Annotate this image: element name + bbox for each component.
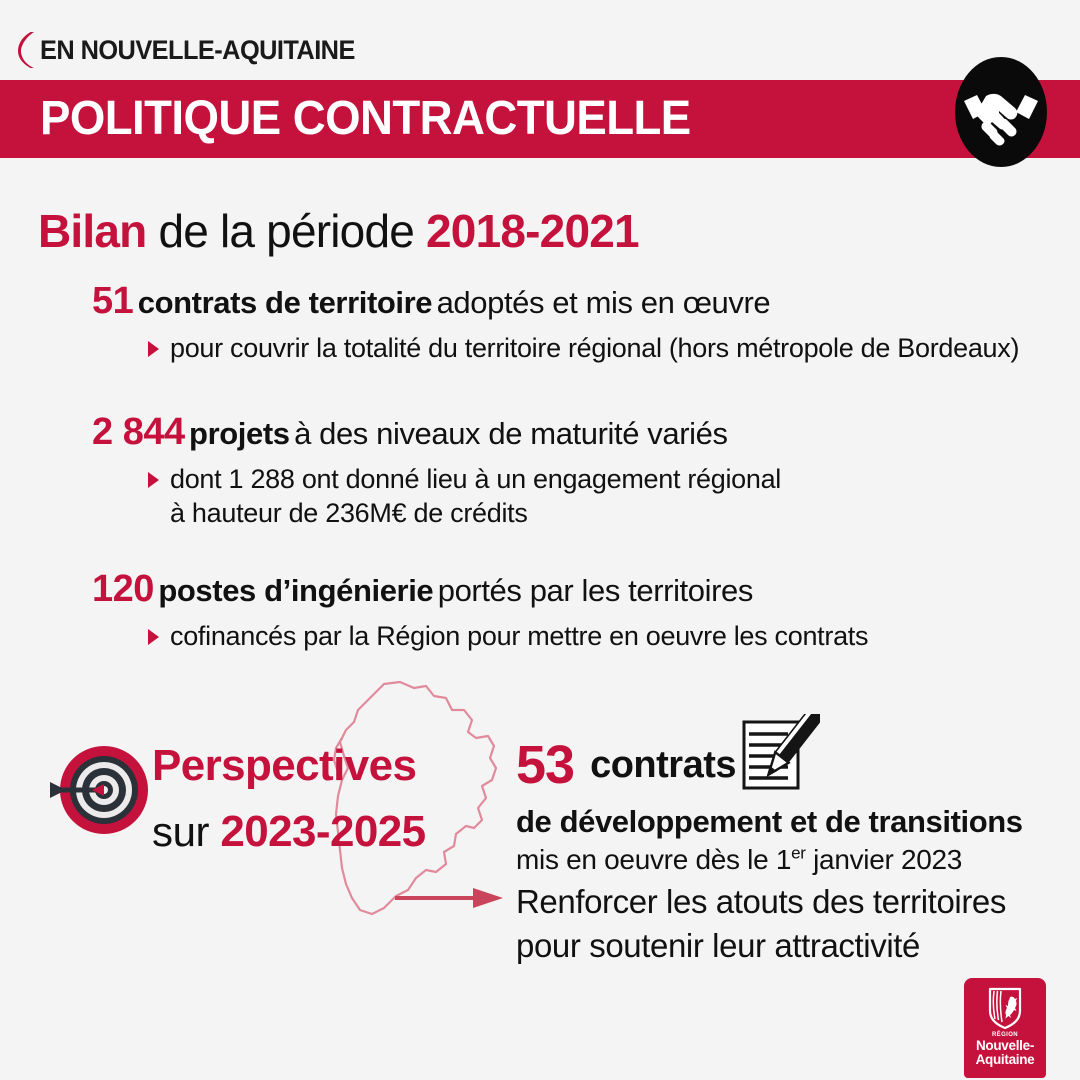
closing-statement — [516, 880, 1006, 968]
stat-number: 120 — [92, 567, 154, 610]
stat-subitem — [0, 331, 1080, 365]
logo-name-line2: Aquitaine — [975, 1052, 1035, 1067]
spacer — [0, 365, 1080, 413]
stat-block — [0, 282, 1080, 365]
logo-name-line1: Nouvelle- — [975, 1038, 1035, 1053]
eyebrow-banner — [18, 32, 375, 68]
stat-light-label: portés par les territoires — [437, 572, 753, 608]
stats-list — [0, 282, 1080, 653]
page-title: POLITIQUE CONTRACTUELLE — [40, 92, 691, 145]
shield-lion-icon — [988, 987, 1022, 1029]
contracts-headline — [516, 734, 1023, 796]
triangle-bullet-icon — [148, 341, 159, 357]
stat-subitem — [0, 619, 1080, 653]
stat-headline — [0, 567, 1080, 610]
contracts-date-sup: er — [791, 843, 806, 863]
contracts-word: contrats — [590, 744, 736, 786]
region-logo — [964, 978, 1046, 1078]
stat-number: 51 — [92, 280, 134, 322]
contracts-date-before: mis en oeuvre dès le 1 — [516, 844, 792, 875]
stat-sub-text: dont 1 288 ont donné lieu à un engagement régional — [170, 463, 782, 494]
stat-bold-label: contrats de territoire — [137, 285, 433, 320]
contracts-block — [516, 734, 1023, 877]
eyebrow-label: EN NOUVELLE-AQUITAINE — [40, 34, 355, 65]
perspectives-block — [152, 738, 425, 870]
triangle-bullet-icon — [148, 472, 159, 488]
perspectives-years: 2023-2025 — [220, 807, 426, 856]
contracts-date — [516, 843, 1023, 877]
logo-region-label: RÉGION — [991, 1032, 1019, 1038]
stat-light-label: à des niveaux de maturité variés — [294, 415, 728, 451]
closing-line-2: pour soutenir leur attractivité — [516, 927, 920, 964]
contracts-date-after: janvier 2023 — [805, 844, 963, 875]
stat-headline — [0, 282, 1080, 322]
perspectives-line-2 — [152, 804, 425, 870]
stat-block — [0, 567, 1080, 653]
stat-light-label: adoptés et mis en œuvre — [436, 285, 771, 320]
section-title-middle: de la période — [146, 205, 427, 257]
arrow-right-icon — [395, 885, 505, 911]
closing-line-1: Renforcer les atouts des territoires — [516, 883, 1006, 920]
stat-sub-text: à hauteur de 236M€ de crédits — [170, 497, 528, 528]
logo-name — [976, 1039, 1035, 1067]
triangle-bullet-icon — [148, 629, 159, 645]
paren-accent-icon — [18, 31, 36, 69]
perspectives-line-1 — [152, 738, 425, 804]
contracts-subtitle: de développement et de transitions — [516, 804, 1023, 839]
stat-block — [0, 410, 1080, 530]
stat-sub-text: cofinancés par la Région pour mettre en oeuvre les contrats — [170, 620, 869, 651]
stat-sub-group — [170, 462, 781, 530]
notepad-pencil-icon — [740, 714, 820, 796]
handshake-icon — [955, 56, 1047, 168]
section-title-highlight: Bilan — [38, 205, 147, 257]
target-icon — [48, 742, 152, 838]
stat-bold-label: projets — [189, 415, 290, 451]
perspectives-label: Perspectives — [152, 741, 417, 790]
section-title-years: 2018-2021 — [426, 205, 639, 257]
contracts-number: 53 — [516, 735, 575, 795]
section-title — [38, 202, 639, 260]
stat-headline — [0, 410, 1080, 453]
stat-bold-label: postes d’ingénierie — [158, 572, 434, 608]
stat-number: 2 844 — [92, 410, 185, 453]
stat-sub-text: pour couvrir la totalité du territoire régional (hors métropole de Bordeaux) — [170, 332, 1020, 363]
stat-subitem — [0, 462, 1080, 530]
spacer — [0, 530, 1080, 570]
perspectives-sur: sur — [152, 808, 221, 855]
